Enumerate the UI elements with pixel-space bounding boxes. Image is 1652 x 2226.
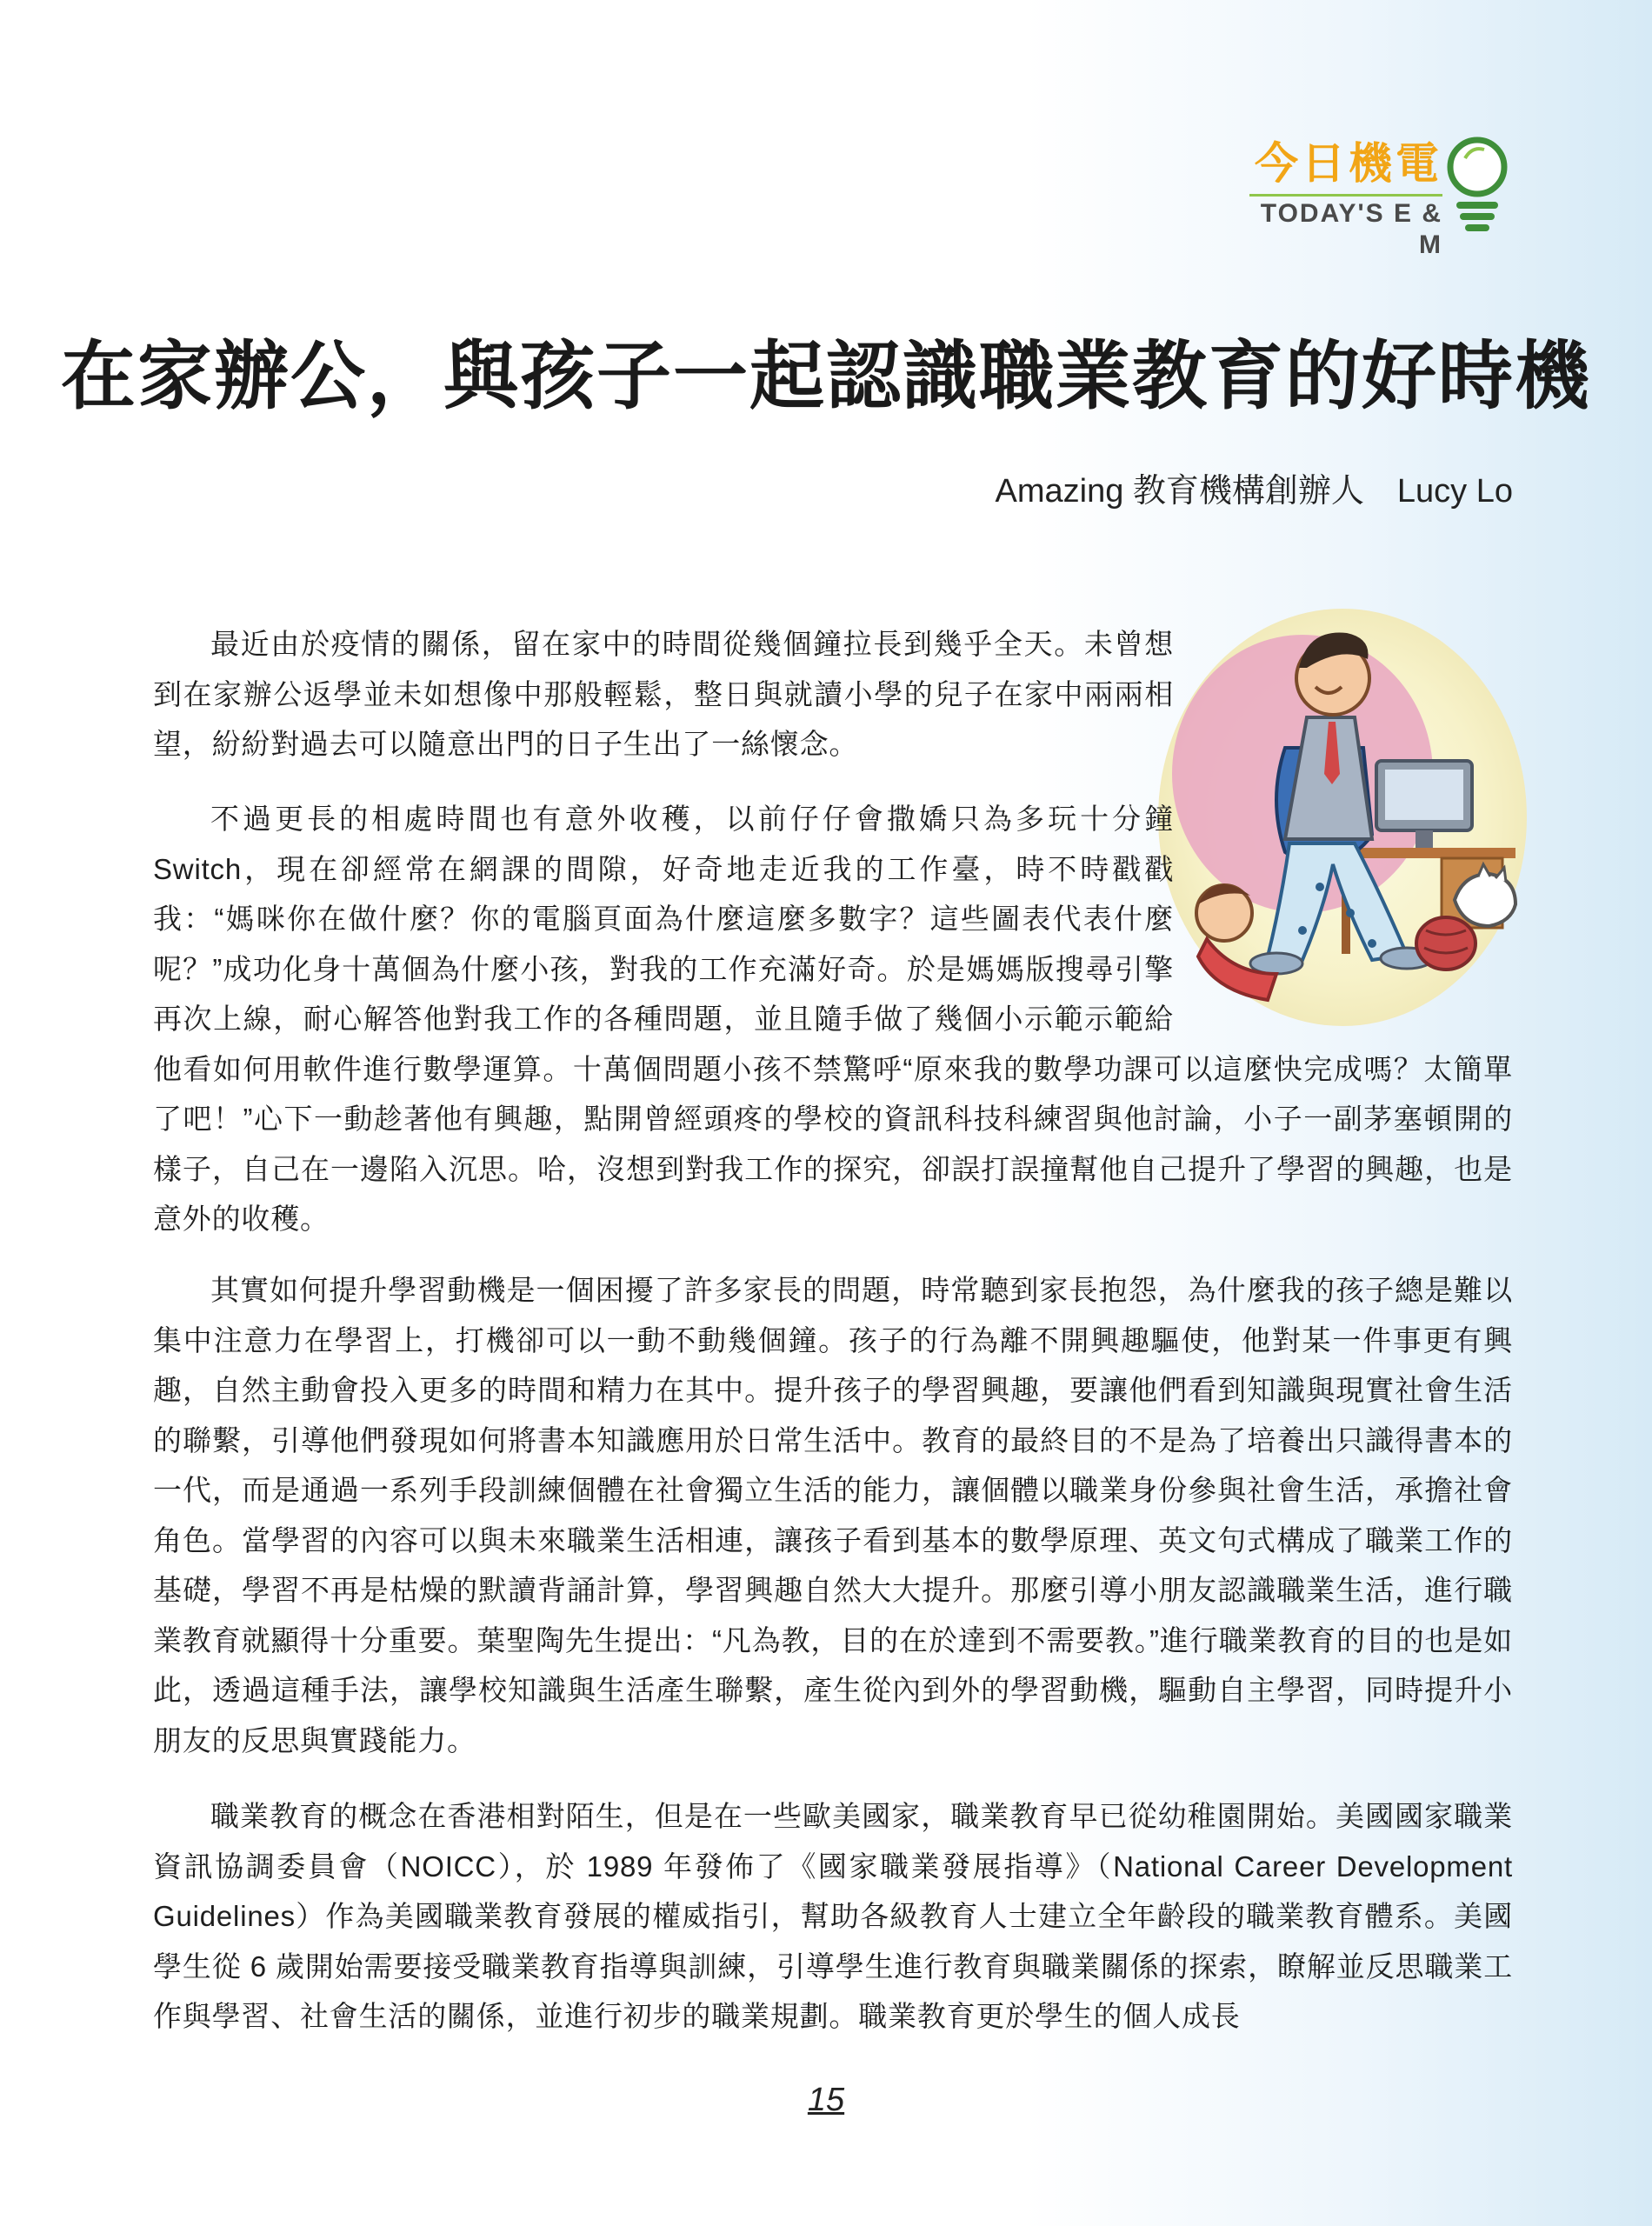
article-byline: Amazing 教育機構創辦人 Lucy Lo	[995, 473, 1513, 510]
article-paragraph: 其實如何提升學習動機是一個困擾了許多家長的問題，時常聽到家長抱怨，為什麼我的孩子總是難以集中注意力在學習上，打機卻可以一動不動幾個鐘。孩子的行為離不開興趣驅使，他對某一件事更有興趣，自然主動會投入更多的時間和精力在其中。提升孩子的學習興趣，要讓他們看到知識與現實社會生活的聯繫，引導他們發現如何將書本知識應用於日常生活中。教育的最終目的不是為了培養出只識得書本的一代，而是通過一系列手段訓練個體在社會獨立生活的能力，讓個體以職業身份參與社會生活，承擔社會角色。當學習的內容可以與未來職業生活相連，讓孩子看到基本的數學原理、英文句式構成了職業工作的基礎，學習不再是枯燥的默讀背誦計算，學習興趣自然大大提升。那麼引導小朋友認識職業生活，進行職業教育就顯得十分重要。葉聖陶先生提出：“凡為教，目的在於達到不需要教。”進行職業教育的目的也是如此，透過這種手法，讓學校知識與生活產生聯繫，產生從內到外的學習動機，驅動自主學習，同時提升小朋友的反思與實踐能力。	[153, 1274, 1513, 1756]
logo-title-english: TODAY'S E & M	[1260, 199, 1442, 259]
illustration-spacer	[1174, 794, 1513, 1020]
article-paragraph: 不過更長的相處時間也有意外收穫，以前仔仔會撒嬌只為多玩十分鐘Switch，現在卻經常在網課的間隙，好奇地走近我的工作臺，時不時戳戳我：“媽咪你在做什麼？你的電腦頁面為什麼這麼多數字？這些圖表代表什麼呢？”成功化身十萬個為什麼小孩，對我的工作充滿好奇。於是媽媽版搜尋引擎再次上線，耐心解答他對我工作的各種問題，並且隨手做了幾個小示範示範給他看如何用軟件進行數學運算。十萬個問題小孩不禁驚呼“原來我的數學功課可以這麼快完成嗎？太簡單了吧！”心下一動趁著他有興趣，點開曾經頭疼的學校的資訊科技科練習與他討論，小子一副茅塞頓開的樣子，自己在一邊陷入沉思。哈，沒想到對我工作的探究，卻誤打誤撞幫他自己提升了學習的興趣，也是意外的收穫。	[153, 794, 1513, 1244]
article-paragraph: 最近由於疫情的關係，留在家中的時間從幾個鐘拉長到幾乎全天。未曾想到在家辦公返學並未如想像中那般輕鬆，整日與就讀小學的兒子在家中兩兩相望，紛紛對過去可以隨意出門的日子生出了一絲懷念。	[153, 619, 1513, 841]
logo-title-chinese: 今日機電	[1255, 138, 1442, 189]
logo-rule	[1249, 194, 1442, 197]
article-title: 在家辦公，與孩子一起認識職業教育的好時機	[61, 331, 1591, 420]
article-paragraph: 職業教育的概念在香港相對陌生，但是在一些歐美國家，職業教育早已從幼稚園開始。美國國家職業資訊協調委員會（NOICC），於 1989 年發佈了《國家職業發展指導》（National Career Development Guidelines）作為美國職業教育發展的權威指引，幫助各級教育人士建立全年齡段的職業教育體系。美國學生從 6 歲開始需要接受職業教育指導與訓練，引導學生進行教育與職業關係的探索，瞭解並反思職業工作與學習、社會生活的關係，並進行初步的職業規劃。職業教育更於學生的個人成長	[153, 1800, 1514, 2032]
page-number: 15	[807, 2082, 845, 2118]
masthead-logo	[1241, 129, 1510, 259]
lightbulb-icon	[1444, 132, 1510, 237]
